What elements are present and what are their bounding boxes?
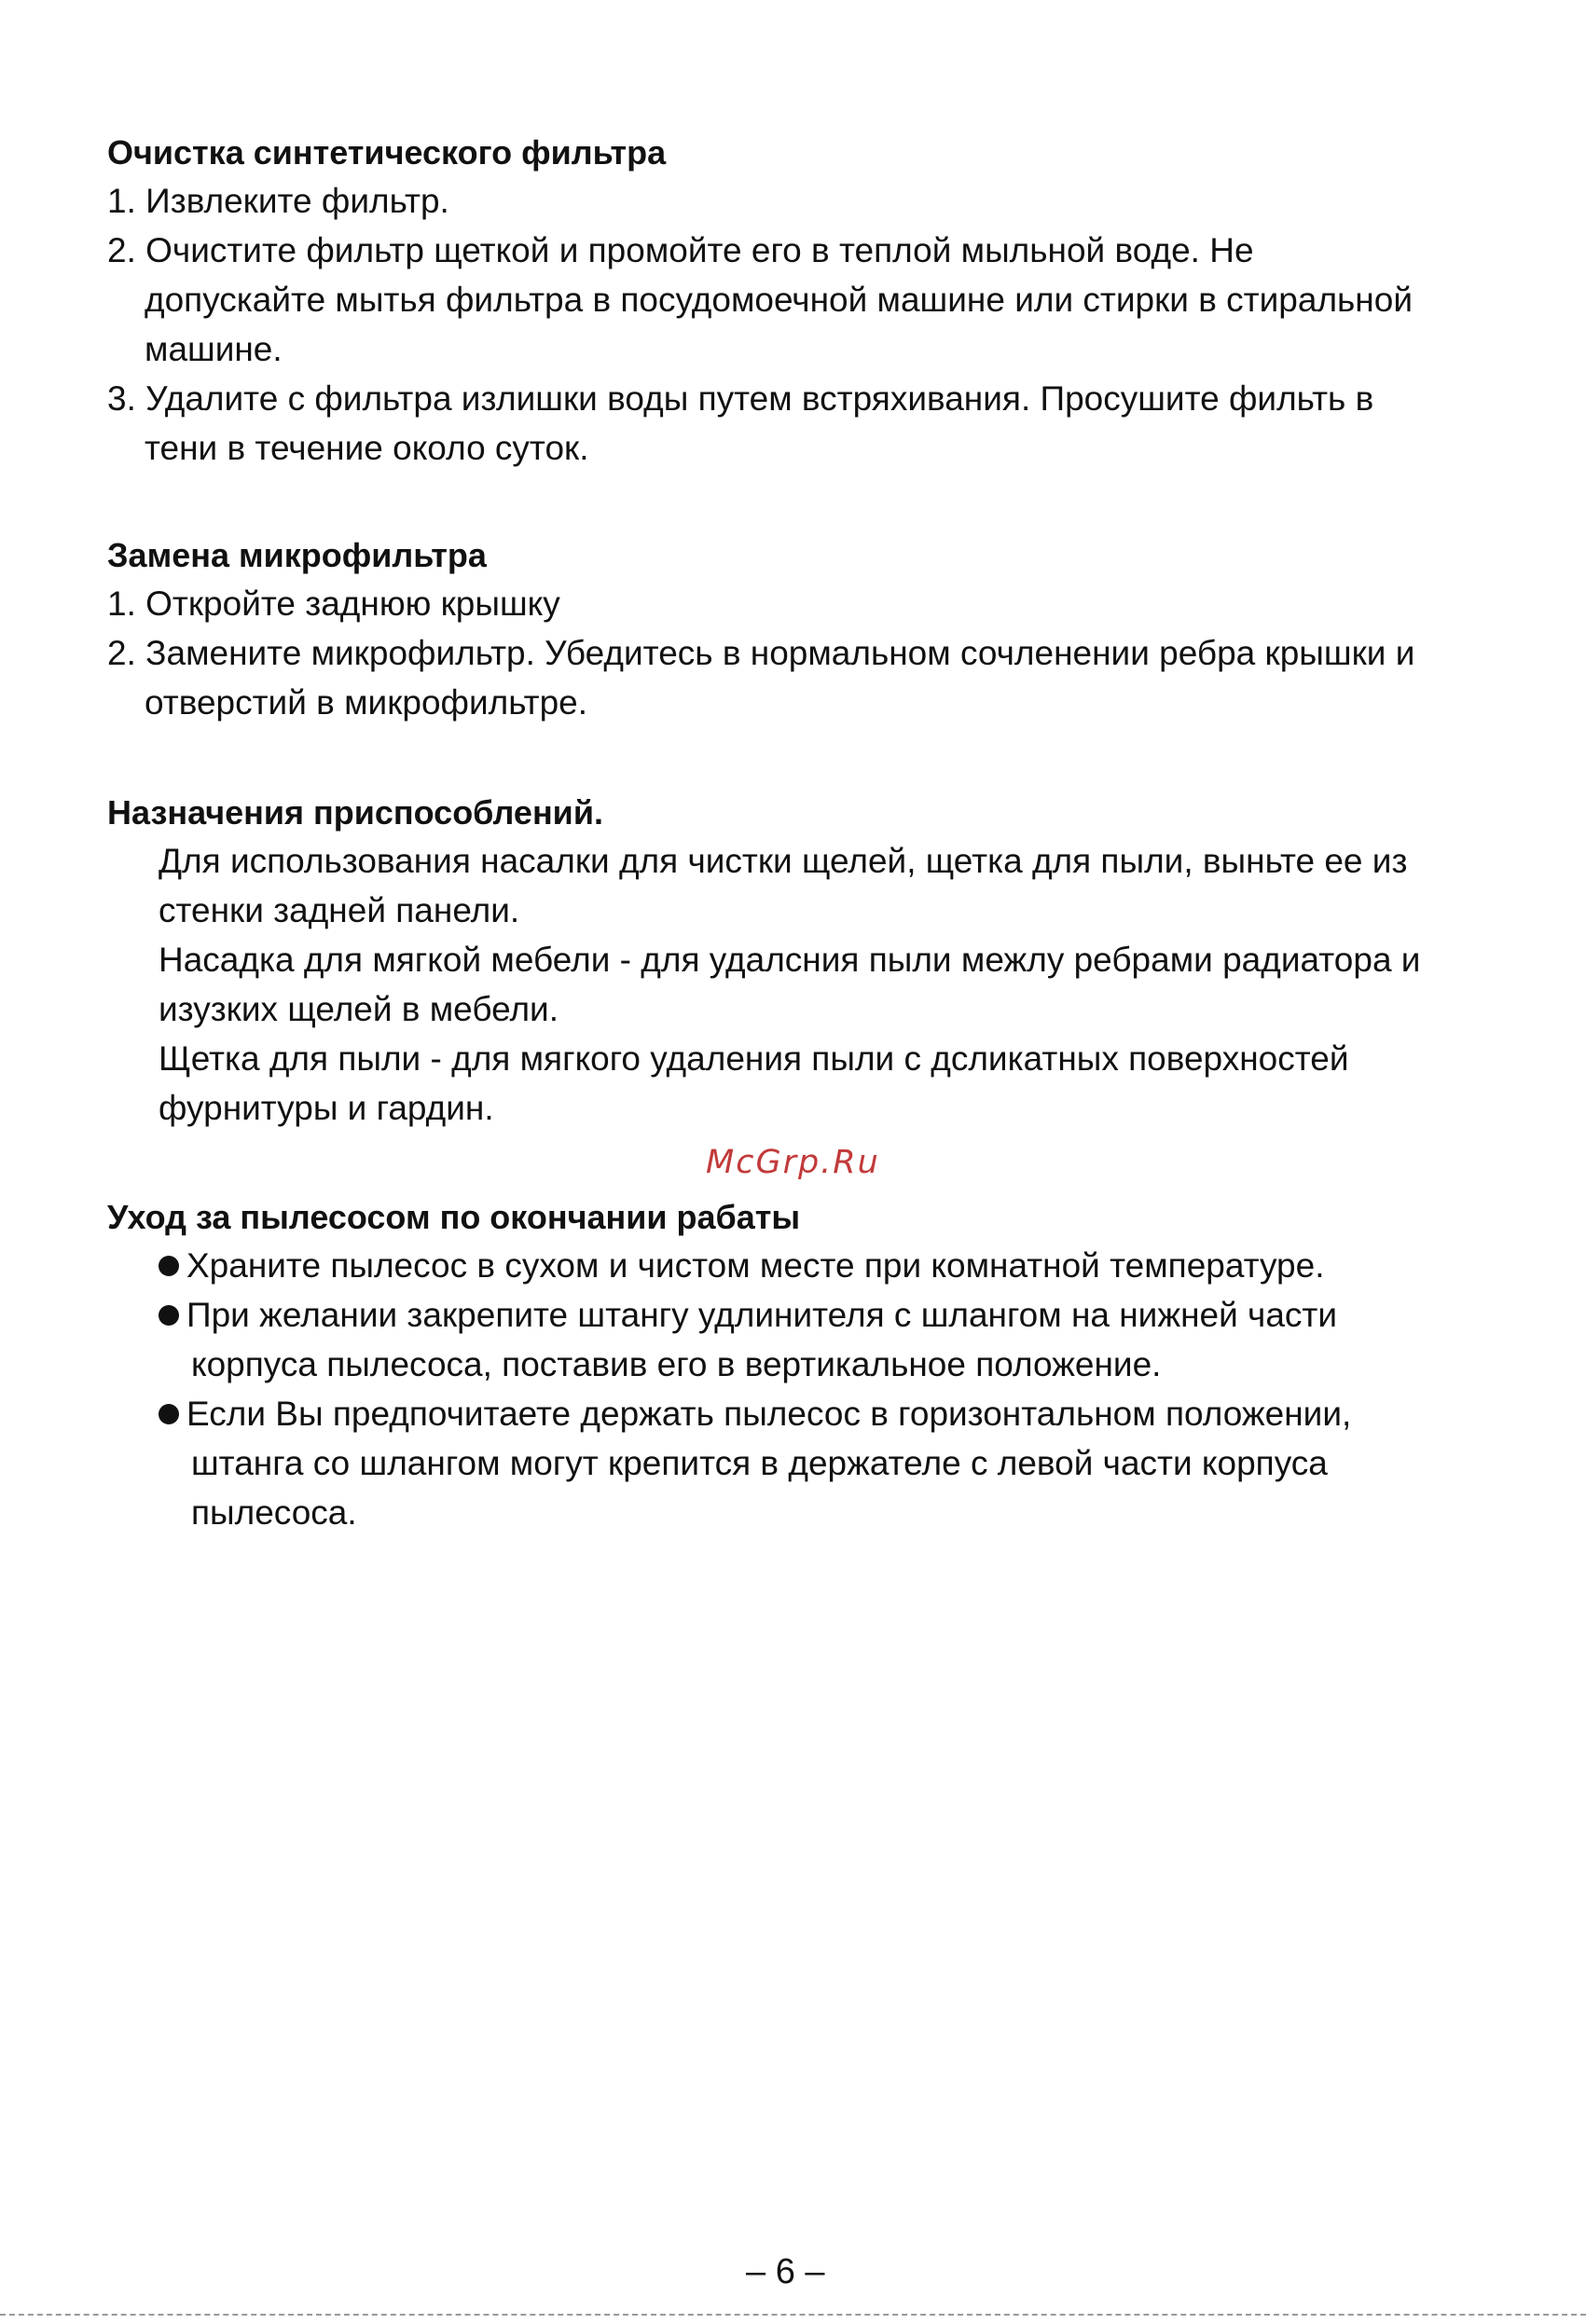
step-line-continued: тени в течение около суток. (145, 429, 589, 467)
page-number: – 6 – (746, 2252, 825, 2291)
step-line: 1. Извлеките фильтр. (107, 182, 449, 220)
bullet-item (159, 1390, 1351, 1438)
step-line: 2. Замените микрофильтр. Убедитесь в нормальном сочленении ребра крышки и (107, 634, 1415, 672)
paragraph-line: Насадка для мягкой мебели - для удалсния пыли межлу ребрами радиатора и (159, 941, 1421, 979)
bullet-dot-icon (159, 1404, 179, 1424)
paragraph-line: Для использования насалки для чистки щелей, щетка для пыли, выньте ее из (159, 842, 1408, 880)
bullet-text-continued: пылесоса. (191, 1493, 357, 1532)
section-title-attachments: Назначения приспособлений. (107, 793, 603, 832)
section-title-microfilter: Замена микрофильтра (107, 536, 487, 574)
bottom-dashed-divider (0, 2314, 1586, 2316)
bullet-text: Если Вы предпочитаете держать пылесос в горизонтальном положении, (186, 1395, 1352, 1433)
bullet-dot-icon (159, 1305, 179, 1326)
step-line: 3. Удалите с фильтра излишки воды путем встряхивания. Просушите фильть в (107, 379, 1374, 418)
bullet-dot-icon (159, 1256, 179, 1276)
bullet-text-continued: корпуса пылесоса, поставив его в вертикальное положение. (191, 1345, 1162, 1383)
bullet-text: Храните пылесос в сухом и чистом месте при комнатной температуре. (186, 1246, 1325, 1285)
step-line: 1. Откройте заднюю крышку (107, 584, 560, 623)
bullet-item (159, 1242, 1325, 1290)
step-line-continued: отверстий в микрофильтре. (145, 683, 588, 722)
bullet-text-continued: штанга со шлангом могут крепится в держателе с левой части корпуса (191, 1444, 1328, 1482)
paragraph-line: фурнитуры и гардин. (159, 1089, 494, 1127)
step-line-continued: допускайте мытья фильтра в посудомоечной машине или стирки в стиральной (145, 281, 1413, 319)
section-title-care: Уход за пылесосом по окончании рабаты (107, 1198, 801, 1236)
step-line-continued: машине. (145, 330, 283, 368)
paragraph-line: изузких щелей в мебели. (159, 990, 559, 1028)
bullet-text: При желании закрепите штангу удлинителя с шлангом на нижней части (186, 1296, 1338, 1334)
step-line: 2. Очистите фильтр щеткой и промойте его в теплой мыльной воде. Не (107, 231, 1254, 269)
paragraph-line: Щетка для пыли - для мягкого удаления пыли с дсликатных поверхностей (159, 1039, 1349, 1078)
watermark-text: McGrp.Ru (706, 1144, 880, 1181)
section-title-synthetic-filter: Очистка синтетического фильтра (107, 133, 667, 172)
bullet-item (159, 1291, 1337, 1340)
paragraph-line: стенки задней панели. (159, 891, 520, 929)
